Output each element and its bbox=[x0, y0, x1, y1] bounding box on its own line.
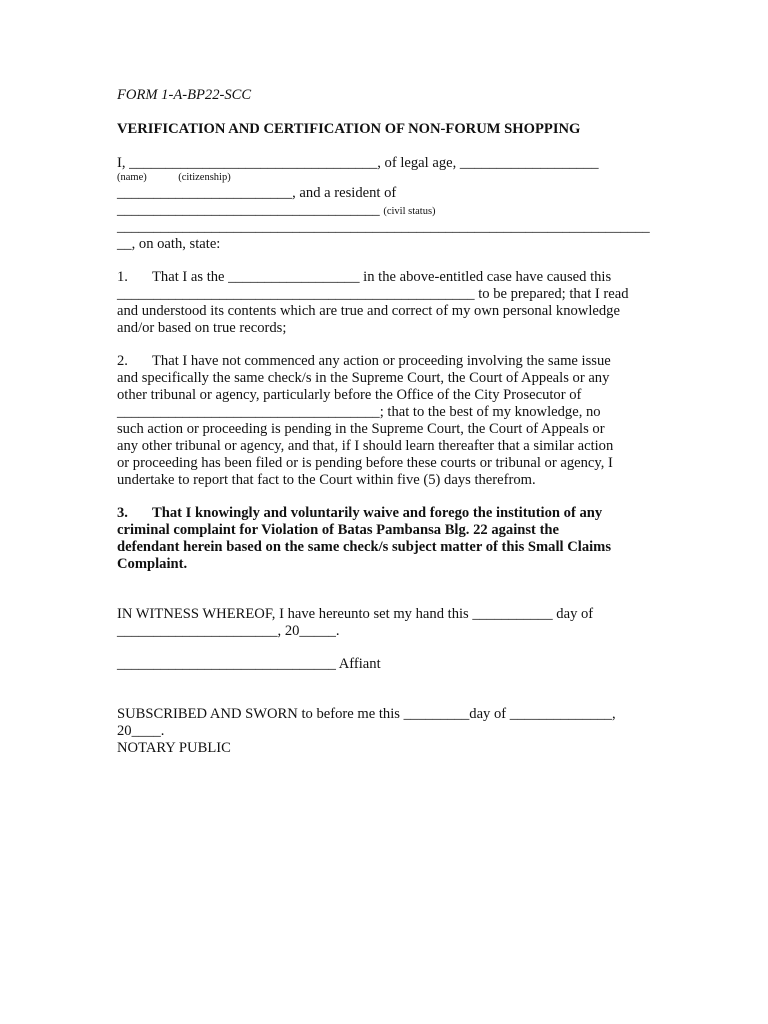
affiant-signature-line: ______________________________ Affiant bbox=[117, 656, 381, 672]
document-title: VERIFICATION AND CERTIFICATION OF NON-FORUM SHOPPING bbox=[117, 121, 581, 137]
para-1-number: 1. bbox=[117, 269, 128, 285]
para-1-line-2: _________________________________________________ to be prepared; that I read bbox=[117, 286, 629, 302]
para-1-line-1 bbox=[117, 269, 611, 286]
para-3-line-4: Complaint. bbox=[117, 556, 188, 572]
intro-line-5: __, on oath, state: bbox=[117, 236, 221, 252]
form-code: FORM 1-A-BP22-SCC bbox=[117, 87, 252, 103]
para-2-text: That I have not commenced any action or proceeding involving the same issue bbox=[152, 353, 611, 369]
para-2-line-8: undertake to report that fact to the Court within five (5) days therefrom. bbox=[117, 472, 536, 488]
para-2-line-2: and specifically the same check/s in the Supreme Court, the Court of Appeals or any bbox=[117, 370, 610, 386]
para-3-text: That I knowingly and voluntarily waive and forego the institution of any bbox=[152, 505, 603, 521]
intro-line-1: I, __________________________________, of legal age, ___________________ bbox=[117, 155, 599, 171]
para-3-number: 3. bbox=[117, 505, 128, 521]
intro-line-3 bbox=[117, 202, 436, 219]
intro-line-2: ________________________, and a resident of bbox=[117, 185, 397, 201]
para-2-line-5: such action or proceeding is pending in the Supreme Court, the Court of Appeals or bbox=[117, 421, 605, 437]
para-2-number: 2. bbox=[117, 353, 128, 369]
para-3-line-3: defendant herein based on the same check/s subject matter of this Small Claims bbox=[117, 539, 612, 555]
para-2-line-6: any other tribunal or agency, and that, if I should learn thereafter that a similar action bbox=[117, 438, 614, 454]
para-2-line-1 bbox=[117, 353, 611, 370]
intro-line-4: _________________________________________________________________________ bbox=[117, 219, 650, 235]
para-1-line-4: and/or based on true records; bbox=[117, 320, 287, 336]
notary-public-label: NOTARY PUBLIC bbox=[117, 740, 231, 756]
para-1-text: That I as the __________________ in the above-entitled case have caused this bbox=[152, 269, 612, 285]
para-3-line-2: criminal complaint for Violation of Batas Pambansa Blg. 22 against the bbox=[117, 522, 560, 538]
subscribed-line-2: 20____. bbox=[117, 723, 165, 739]
para-1-line-3: and understood its contents which are true and correct of my own personal knowledge bbox=[117, 303, 620, 319]
intro-field-labels: (name) (citizenship) bbox=[117, 172, 231, 183]
witness-line-1: IN WITNESS WHEREOF, I have hereunto set my hand this ___________ day of bbox=[117, 606, 594, 622]
para-2-line-3: other tribunal or agency, particularly before the Office of the City Prosecutor of bbox=[117, 387, 582, 403]
civil-status-label: (civil status) bbox=[383, 206, 436, 217]
witness-line-2: ______________________, 20_____. bbox=[117, 623, 340, 639]
residence-blank: ____________________________________ bbox=[117, 202, 380, 218]
para-2-line-7: or proceeding has been filed or is pending before these courts or tribunal or agency, I bbox=[117, 455, 613, 471]
para-3-line-1 bbox=[117, 505, 602, 522]
para-2-line-4: ____________________________________; that to the best of my knowledge, no bbox=[117, 404, 601, 420]
subscribed-line-1: SUBSCRIBED AND SWORN to before me this _________day of ______________, bbox=[117, 706, 616, 722]
